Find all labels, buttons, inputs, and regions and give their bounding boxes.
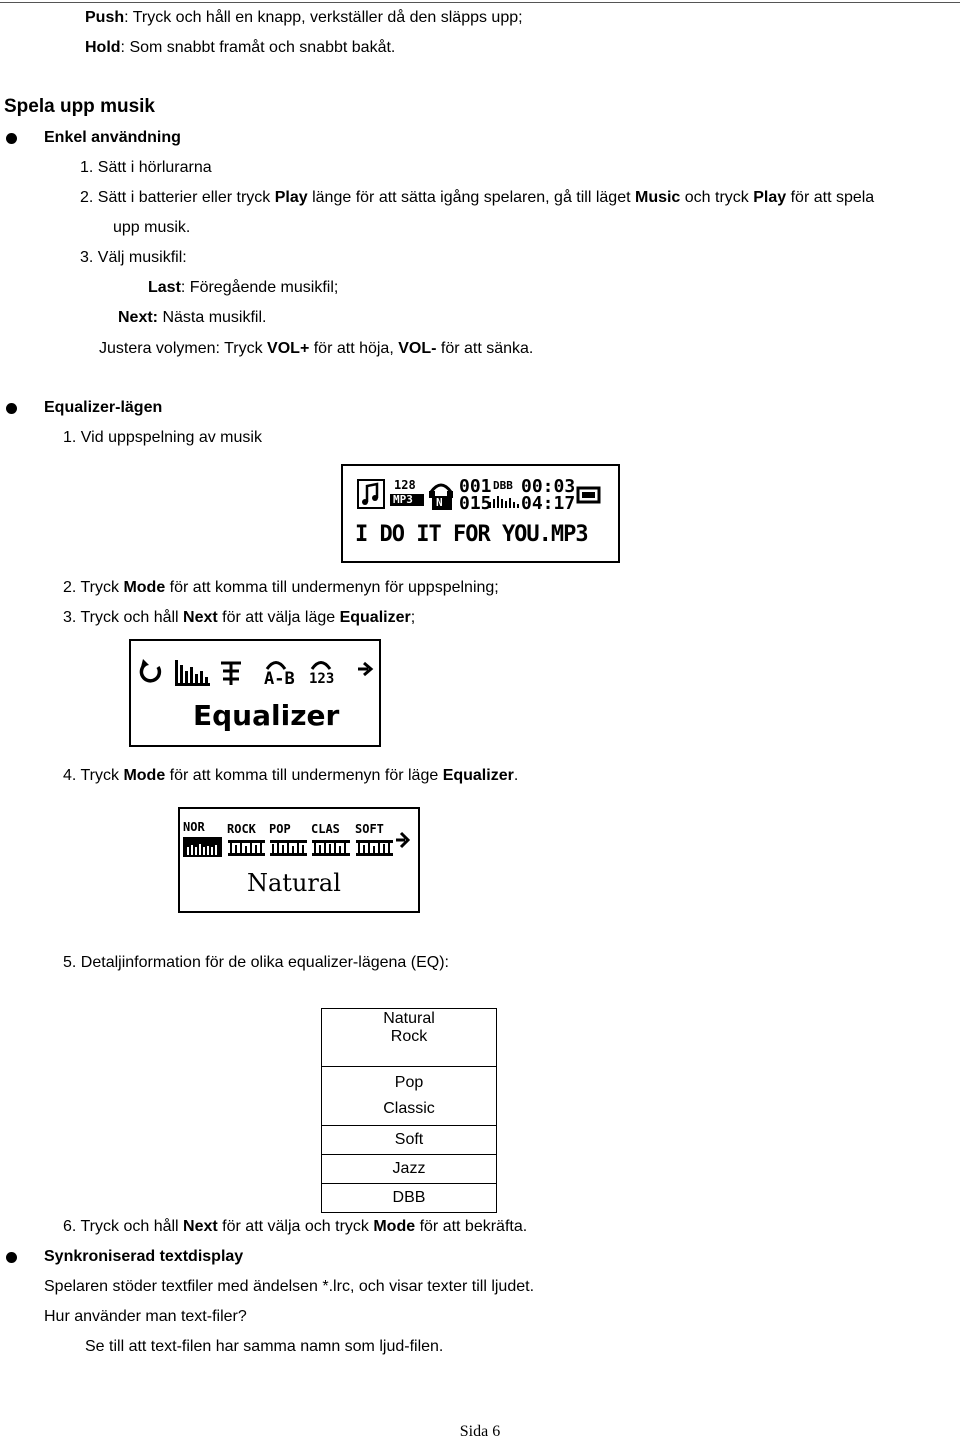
table-row bbox=[322, 1184, 497, 1213]
basic-heading: Enkel användning bbox=[44, 129, 181, 146]
repeat-icon bbox=[141, 664, 159, 681]
time-elapsed: 00:03 bbox=[521, 476, 576, 497]
sync-line-2: Hur använder man text-filer? bbox=[44, 1308, 247, 1325]
tab-soft: SOFT bbox=[355, 822, 384, 836]
eq-tag: DBB bbox=[493, 479, 513, 492]
eq-step-4: 4. Tryck Mode för att komma till undermenyn för läge Equalizer. bbox=[63, 767, 519, 784]
push-label: Push bbox=[85, 9, 125, 26]
push-line bbox=[85, 8, 523, 28]
eq-heading: Equalizer-lägen bbox=[44, 399, 163, 416]
basic-step-2: 2. Sätt i batterier eller tryck Play länge för att sätta igång spelaren, gå till läget Music och tryck Play för att spela bbox=[80, 189, 875, 206]
hold-label: Hold bbox=[85, 39, 121, 56]
arrow-right-icon bbox=[396, 833, 408, 847]
tab-clas: CLAS bbox=[311, 822, 340, 836]
bitrate: 128 bbox=[394, 478, 416, 492]
sync-heading: Synkroniserad textdisplay bbox=[44, 1248, 244, 1265]
eq-mode-classic: Classic bbox=[383, 1100, 435, 1117]
eq-mode-rock: Rock bbox=[390, 1028, 428, 1045]
bullet-sync bbox=[6, 1252, 17, 1263]
eq-mode-soft: Soft bbox=[322, 1126, 497, 1155]
eq-mode-title: Natural bbox=[247, 869, 341, 897]
push-text: : Tryck och håll en knapp, verkställer då den släpps upp; bbox=[124, 9, 523, 26]
eq-step-3: 3. Tryck och håll Next för att välja läge Equalizer; bbox=[63, 609, 416, 626]
hold-line bbox=[85, 38, 395, 58]
bullet-eq bbox=[6, 403, 17, 414]
arrow-right-icon bbox=[358, 663, 371, 675]
song-title: I DO IT FOR YOU.MP3 bbox=[355, 522, 588, 547]
player-screen-equalizer bbox=[178, 807, 420, 913]
table-cell-pop-classic bbox=[322, 1067, 497, 1126]
track-total: 015 bbox=[459, 493, 492, 514]
eq-mode-pop: Pop bbox=[394, 1074, 424, 1091]
eq-step-6: 6. Tryck och håll Next för att välja och tryck Mode för att bekräfta. bbox=[63, 1218, 528, 1235]
headphone-num-icon bbox=[312, 663, 330, 670]
top-rule bbox=[0, 2, 960, 3]
sync-line-3: Se till att text-filen har samma namn som ljud-filen. bbox=[85, 1338, 444, 1355]
num-label: 123 bbox=[309, 671, 335, 687]
section-title: Spela upp musik bbox=[4, 96, 155, 117]
next-line: Next: Nästa musikfil. bbox=[118, 309, 267, 326]
eq-bars-icon bbox=[489, 496, 519, 508]
basic-step-1: 1. Sätt i hörlurarna bbox=[80, 159, 212, 176]
track-number: 001 bbox=[459, 476, 492, 497]
n-indicator: N bbox=[436, 496, 443, 509]
volume-line: Justera volymen: Tryck VOL+ för att höja, VOL- för att sänka. bbox=[99, 340, 534, 357]
format: MP3 bbox=[393, 493, 413, 506]
tab-pop: POP bbox=[269, 822, 291, 836]
basic-step-2-cont: upp musik. bbox=[113, 219, 191, 236]
tab-rock: ROCK bbox=[227, 822, 256, 836]
player-screen-submenu bbox=[129, 639, 381, 747]
eq-step-1: 1. Vid uppspelning av musik bbox=[63, 429, 262, 446]
tempo-icon bbox=[221, 663, 241, 685]
eq-step-2: 2. Tryck Mode för att komma till undermenyn för uppspelning; bbox=[63, 579, 499, 596]
eq-mode-dbb: DBB bbox=[322, 1184, 497, 1213]
time-total: 04:17 bbox=[521, 493, 576, 514]
eq-step-5: 5. Detaljinformation för de olika equalizer-lägena (EQ): bbox=[63, 954, 449, 971]
table-row bbox=[322, 1126, 497, 1155]
player-screen-playback bbox=[341, 464, 620, 563]
headphone-icon bbox=[431, 485, 451, 492]
sync-line-1: Spelaren stöder textfiler med ändelsen *.lrc, och visar texter till ljudet. bbox=[44, 1278, 535, 1295]
submenu-title: Equalizer bbox=[193, 699, 340, 732]
tab-nor: NOR bbox=[183, 820, 205, 834]
equalizer-icon bbox=[175, 660, 210, 686]
eq-mode-natural: Natural bbox=[383, 1010, 435, 1027]
table-row bbox=[322, 1009, 497, 1067]
bullet-basic bbox=[6, 133, 17, 144]
eq-modes-table bbox=[321, 1008, 497, 1213]
table-row bbox=[322, 1155, 497, 1184]
ab-label: A-B bbox=[264, 669, 295, 689]
hold-text: : Som snabbt framåt och snabbt bakåt. bbox=[120, 39, 396, 56]
basic-step-3: 3. Välj musikfil: bbox=[80, 249, 187, 266]
last-line: Last: Föregående musikfil; bbox=[148, 279, 339, 296]
table-cell-natural-rock bbox=[322, 1009, 497, 1067]
page-number: Sida 6 bbox=[459, 1423, 501, 1440]
table-row bbox=[322, 1067, 497, 1126]
eq-mode-jazz: Jazz bbox=[322, 1155, 497, 1184]
